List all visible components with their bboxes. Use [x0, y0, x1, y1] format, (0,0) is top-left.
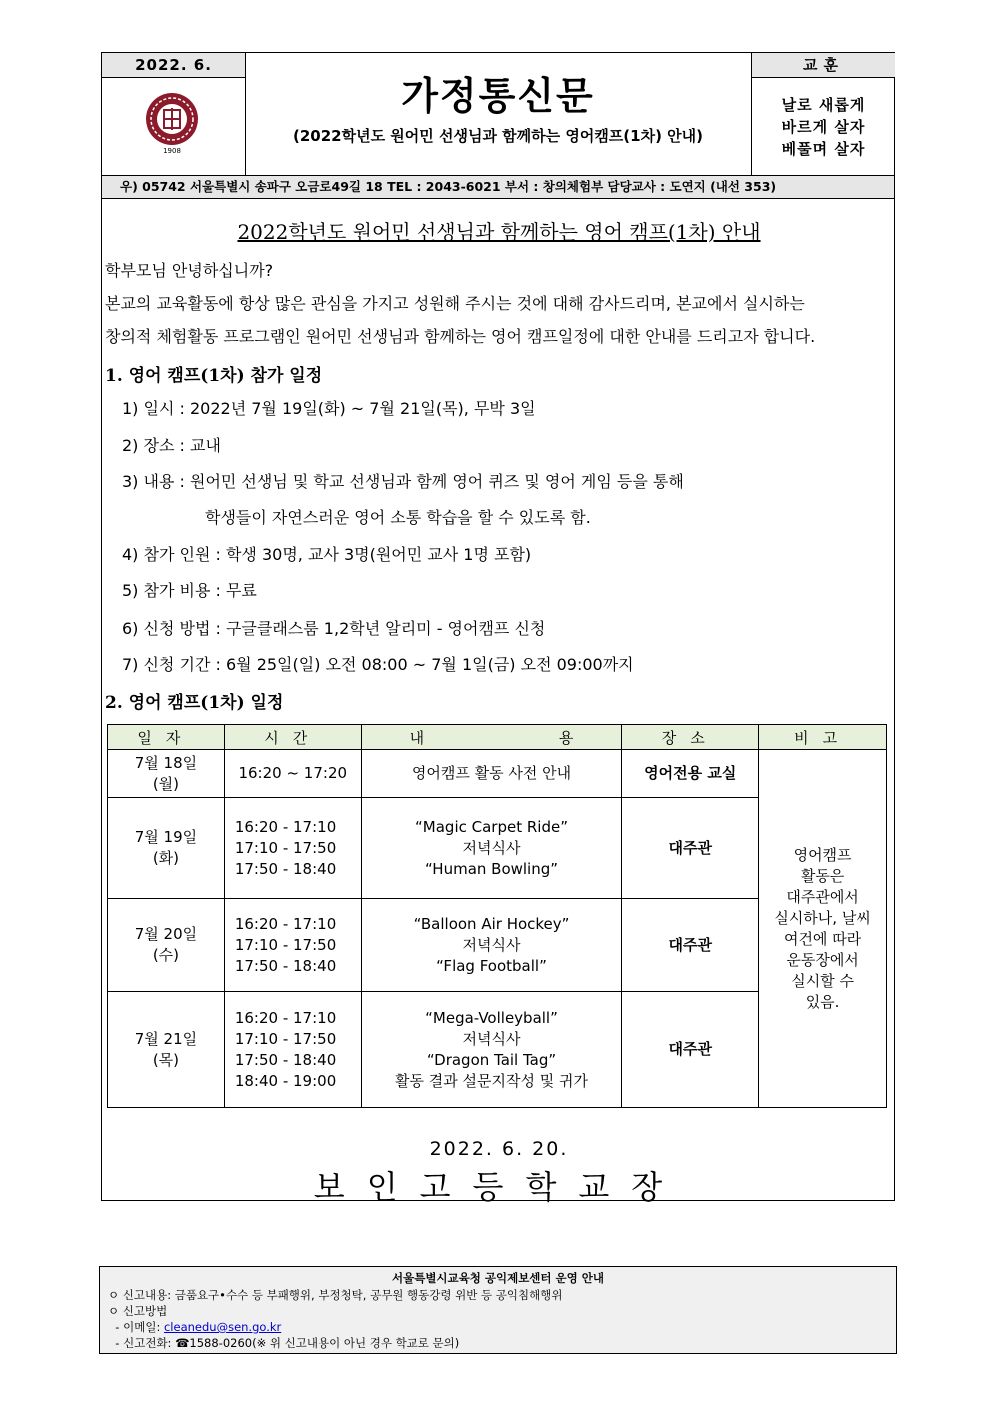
time-text: 17:50 - 18:40 — [234, 859, 337, 878]
content-text: 영어캠프 활동 사전 안내 — [411, 764, 572, 782]
content-text: “Magic Carpet Ride” — [415, 817, 568, 836]
letter-header — [101, 52, 895, 176]
notice-line: ㅇ 신고내용: 금품요구•수수 등 부패행위, 부정청탁, 공무원 행동강령 위반 등 공익침해행위 — [108, 1288, 563, 1302]
date-text: 7월 18일 — [134, 753, 198, 772]
content-text: 저녁식사 — [462, 935, 521, 954]
notice-line: ㅇ 신고방법 — [108, 1304, 168, 1318]
content-text: “Flag Football” — [436, 956, 547, 975]
day-text: (월) — [152, 774, 180, 793]
section-heading: 1. 영어 캠프(1차) 참가 일정 — [105, 366, 323, 386]
list-item: 7) 신청 기간 : 6월 25일(일) 오전 08:00 ~ 7월 1일(금) 오전 09:00까지 — [122, 655, 634, 674]
content-cell — [361, 798, 622, 899]
motto-label: 교훈 — [752, 53, 895, 78]
content-text: 저녁식사 — [462, 838, 521, 857]
time-cell — [224, 992, 361, 1108]
time-text: 16:20 ~ 17:20 — [238, 764, 348, 782]
emblem-year: 1908 — [163, 147, 181, 154]
column-header: 내 용 — [361, 725, 622, 750]
time-text: 17:10 - 17:50 — [234, 1029, 337, 1048]
time-cell — [224, 750, 361, 798]
motto-line: 베풀며 살자 — [781, 140, 866, 158]
column-header: 장소 — [622, 725, 759, 750]
list-item-continuation: 학생들이 자연스러운 영어 소통 학습을 할 수 있도록 함. — [205, 508, 591, 527]
place-cell: 대주관 — [622, 992, 759, 1108]
email-link[interactable]: cleanedu@sen.go.kr — [163, 1320, 282, 1334]
page-subtitle: (2022학년도 원어민 선생님과 함께하는 영어캠프(1차) 안내) — [292, 127, 703, 145]
school-emblem-icon — [144, 92, 200, 154]
intro-line: 본교의 교육활동에 항상 많은 관심을 가지고 성원해 주시는 것에 대해 감사드리며, 본교에서 실시하는 — [105, 294, 805, 313]
date-cell — [108, 992, 225, 1108]
section-heading: 2. 영어 캠프(1차) 일정 — [105, 693, 284, 713]
time-text: 17:50 - 18:40 — [234, 1050, 337, 1069]
column-header: 비고 — [759, 725, 887, 750]
list-item: 6) 신청 방법 : 구글클래스룸 1,2학년 알리미 - 영어캠프 신청 — [122, 619, 546, 638]
document-title-text: 2022학년도 원어민 선생님과 함께하는 영어 캠프(1차) 안내 — [237, 220, 761, 244]
column-header: 일자 — [108, 725, 225, 750]
content-text: 저녁식사 — [462, 1029, 521, 1048]
issue-month: 2022. 6. — [102, 53, 245, 78]
content-text: “Balloon Air Hockey” — [413, 914, 570, 933]
time-text: 18:40 - 19:00 — [234, 1071, 337, 1090]
date-cell — [108, 899, 225, 992]
note-line: 여건에 따라 — [783, 929, 862, 948]
date-cell — [108, 750, 225, 798]
notice-line — [108, 1319, 281, 1335]
content-cell — [361, 899, 622, 992]
page-title: 가정통신문 — [401, 74, 595, 118]
note-line: 영어캠프 — [793, 845, 852, 864]
date-text: 7월 19일 — [134, 828, 198, 846]
motto-line: 바르게 살자 — [781, 118, 866, 136]
motto-text — [752, 94, 895, 160]
motto-line: 날로 새롭게 — [781, 96, 866, 114]
note-cell — [759, 750, 887, 1108]
issue-date: 2022. 6. 20. — [429, 1138, 569, 1160]
list-item: 2) 장소 : 교내 — [122, 436, 221, 455]
email-label: - 이메일: — [108, 1320, 164, 1334]
note-line: 실시할 수 — [791, 971, 854, 990]
place-cell: 대주관 — [622, 798, 759, 899]
note-line: 운동장에서 — [786, 950, 859, 969]
content-cell — [361, 992, 622, 1108]
place-cell: 영어전용 교실 — [622, 750, 759, 798]
header-motto — [751, 53, 895, 175]
date-text: 7월 20일 — [134, 925, 198, 943]
time-text: 17:50 - 18:40 — [234, 956, 337, 975]
table-header-row — [108, 725, 887, 750]
letter-body — [101, 198, 895, 1206]
public-report-notice — [99, 1266, 897, 1354]
content-text: “Human Bowling” — [424, 859, 559, 878]
content-text: “Dragon Tail Tag” — [426, 1050, 557, 1069]
time-text: 17:10 - 17:50 — [234, 935, 337, 954]
time-text: 17:10 - 17:50 — [234, 838, 337, 857]
place-cell: 대주관 — [622, 899, 759, 992]
day-text: (수) — [152, 946, 180, 964]
list-item: 4) 참가 인원 : 학생 30명, 교사 3명(원어민 교사 1명 포함) — [122, 545, 532, 564]
header-left — [102, 53, 246, 175]
content-cell — [361, 750, 622, 798]
document-title — [102, 216, 896, 245]
greeting: 학부모님 안녕하십니까? — [105, 261, 274, 280]
note-line: 실시하나, 날씨 — [774, 908, 871, 927]
note-line: 대주관에서 — [786, 887, 859, 906]
note-line: 있음. — [805, 992, 840, 1011]
school-address-bar: 우) 05742 서울특별시 송파구 오금로49길 18 TEL : 2043-6021 부서 : 창의체험부 담당교사 : 도연지 (내선 353) — [101, 175, 895, 199]
table-row — [108, 750, 887, 798]
notice-line: - 신고전화: ☎1588-0260(※ 위 신고내용이 아닌 경우 학교로 문의) — [108, 1336, 460, 1350]
time-cell — [224, 798, 361, 899]
day-text: (목) — [152, 1050, 180, 1069]
notice-title: 서울특별시교육청 공익제보센터 운영 안내 — [392, 1271, 604, 1285]
day-text: (화) — [152, 849, 180, 867]
content-text: “Mega-Volleyball” — [425, 1008, 558, 1027]
list-item: 5) 참가 비용 : 무료 — [122, 581, 257, 600]
schedule-table — [107, 724, 887, 1108]
column-header: 시간 — [224, 725, 361, 750]
time-text: 16:20 - 17:10 — [234, 1008, 337, 1027]
time-text: 16:20 - 17:10 — [234, 914, 337, 933]
principal-signature: 보인고등학교장 — [313, 1168, 685, 1206]
note-line: 활동은 — [800, 866, 845, 885]
list-item: 3) 내용 : 원어민 선생님 및 학교 선생님과 함께 영어 퀴즈 및 영어 게임 등을 통해 — [122, 472, 684, 491]
content-text: 활동 결과 설문지작성 및 귀가 — [395, 1071, 588, 1090]
date-text: 7월 21일 — [134, 1029, 198, 1048]
intro-line: 창의적 체험활동 프로그램인 원어민 선생님과 함께하는 영어 캠프일정에 대한 안내를 드리고자 합니다. — [105, 327, 816, 346]
time-cell — [224, 899, 361, 992]
list-item: 1) 일시 : 2022년 7월 19일(화) ~ 7월 21일(목), 무박 3일 — [122, 399, 536, 418]
date-cell — [108, 798, 225, 899]
time-text: 16:20 - 17:10 — [234, 817, 337, 836]
header-title-area — [245, 53, 751, 175]
